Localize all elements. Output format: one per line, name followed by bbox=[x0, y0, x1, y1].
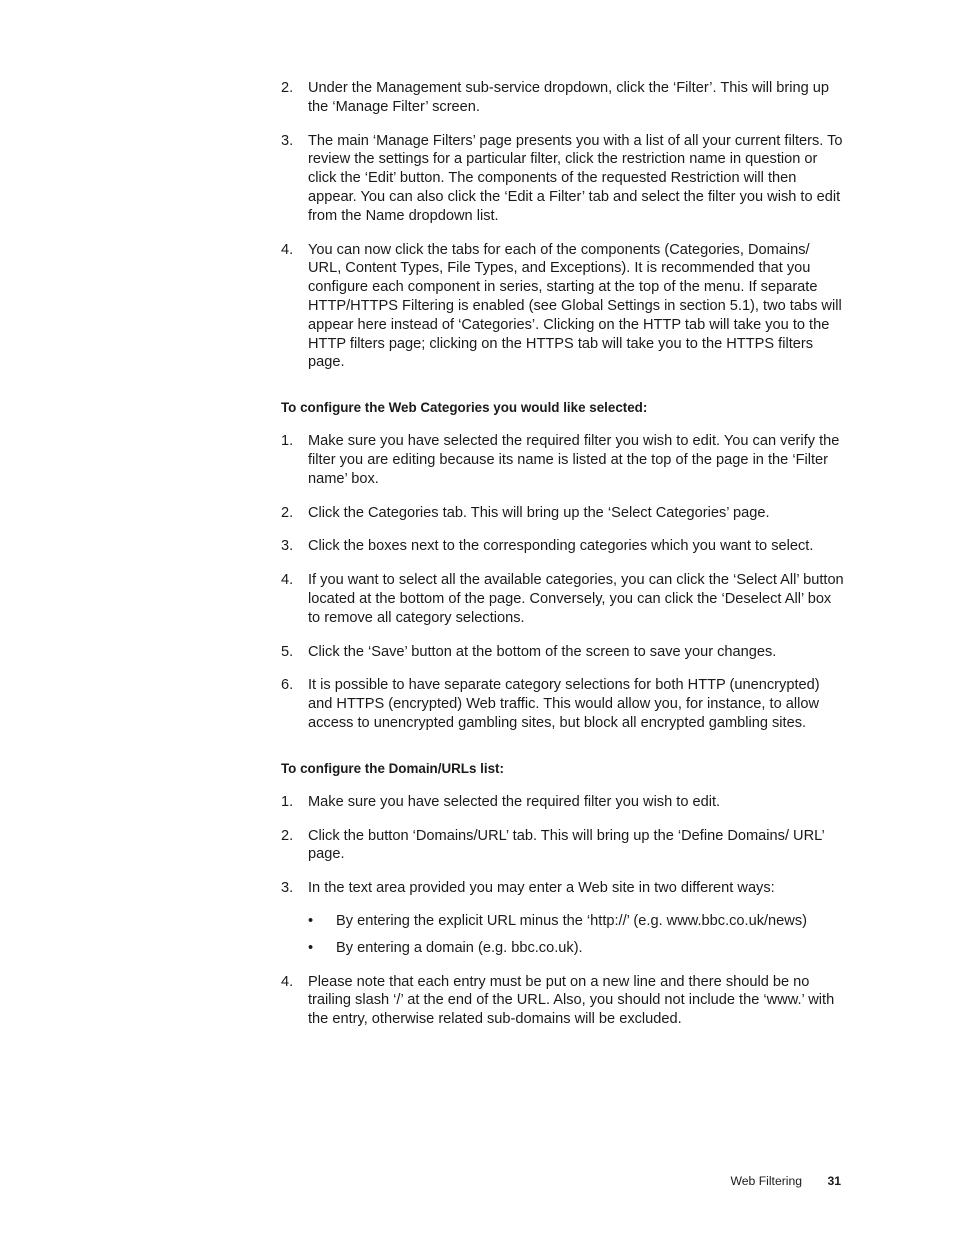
list-item bbox=[281, 827, 846, 865]
bullet-dot: • bbox=[308, 912, 314, 929]
item-text: Click the ‘Save’ button at the bottom of the screen to save your changes. bbox=[308, 643, 777, 660]
list-item bbox=[281, 537, 846, 556]
list-item bbox=[281, 241, 846, 373]
list-item bbox=[281, 79, 846, 117]
item-text: Under the Management sub-service dropdown, click the ‘Filter’. This will bring up the ‘Manage Filter’ screen. bbox=[308, 80, 830, 115]
item-number: 1. bbox=[281, 793, 294, 810]
list-item bbox=[281, 879, 846, 898]
page-content bbox=[281, 79, 846, 1029]
item-number: 3. bbox=[281, 880, 294, 897]
item-number: 2. bbox=[281, 827, 294, 844]
list-item bbox=[281, 793, 846, 812]
item-number: 4. bbox=[281, 572, 294, 589]
item-number: 2. bbox=[281, 80, 294, 96]
item-number: 1. bbox=[281, 433, 294, 450]
bullet-item bbox=[308, 912, 846, 931]
list-item bbox=[281, 973, 846, 1029]
item-number: 3. bbox=[281, 538, 294, 555]
item-number: 4. bbox=[281, 973, 294, 990]
page-footer bbox=[730, 1174, 841, 1188]
item-number: 4. bbox=[281, 241, 294, 258]
bullet-text: By entering the explicit URL minus the ‘http://’ (e.g. www.bbc.co.uk/news) bbox=[336, 912, 807, 929]
item-number: 6. bbox=[281, 677, 294, 694]
item-number: 3. bbox=[281, 132, 294, 149]
list-item bbox=[281, 432, 846, 488]
item-text: Click the boxes next to the corresponding categories which you want to select. bbox=[308, 538, 814, 555]
bullet-dot: • bbox=[308, 939, 314, 956]
item-text: Make sure you have selected the required filter you wish to edit. You can verify the filter you are editing because its name is listed at the top of the page in the ‘Filter name’ box. bbox=[308, 433, 840, 487]
list-item bbox=[281, 571, 846, 627]
item-text: Make sure you have selected the required filter you wish to edit. bbox=[308, 793, 721, 810]
item-text: You can now click the tabs for each of the components (Categories, Domains/ URL, Content Types, File Types, and Exceptions). It is recommended that you configure each component in series, starting at the top of the menu. If separate HTTP/HTTPS Filtering is enabled (see Global Settings in section 5.1), two tabs will appear here instead of ‘Categories’. Clicking on the HTTP tab will take you to the HTTP filters page; clicking on the HTTPS tab will take you to the HTTPS filters page. bbox=[308, 241, 842, 371]
item-text: Click the button ‘Domains/URL’ tab. This will bring up the ‘Define Domains/ URL’ page. bbox=[308, 827, 825, 863]
page-number: 31 bbox=[827, 1174, 841, 1188]
item-number: 5. bbox=[281, 643, 294, 660]
item-number: 2. bbox=[281, 504, 294, 521]
list-item bbox=[281, 643, 846, 662]
footer-section-title: Web Filtering bbox=[730, 1174, 803, 1188]
item-text: Click the Categories tab. This will bring up the ‘Select Categories’ page. bbox=[308, 504, 770, 521]
list-item bbox=[281, 132, 846, 226]
bullet-item bbox=[308, 939, 846, 958]
item-text: The main ‘Manage Filters’ page presents you with a list of all your current filters. To review the settings for a particular filter, click the restriction name in question or click the ‘Edit’ button. The components of the requested Restriction will then appear. You can also click the ‘Edit a Filter’ tab and select the filter you wish to edit from the Name dropdown list. bbox=[308, 132, 843, 224]
list-item bbox=[281, 676, 846, 732]
item-text: If you want to select all the available categories, you can click the ‘Select All’ button located at the bottom of the page. Conversely, you can click the ‘Deselect All’ box to remove all category selections. bbox=[308, 572, 844, 626]
item-text: Please note that each entry must be put on a new line and there should be no trailing slash ‘/’ at the end of the URL. Also, you should not include the ‘www.’ with the entry, otherwise related sub-domains will be excluded. bbox=[308, 973, 835, 1028]
section-heading-domains: To configure the Domain/URLs list: bbox=[281, 760, 504, 776]
item-text: In the text area provided you may enter a Web site in two different ways: bbox=[308, 880, 775, 897]
bullet-text: By entering a domain (e.g. bbc.co.uk). bbox=[336, 939, 583, 956]
list-item bbox=[281, 504, 846, 523]
item-text: It is possible to have separate category selections for both HTTP (unencrypted) and HTTPS (encrypted) Web traffic. This would allow you, for instance, to allow access to unencrypted gambling sites, but block all encrypted gambling sites. bbox=[308, 677, 820, 731]
section-heading-categories: To configure the Web Categories you would like selected: bbox=[281, 400, 648, 416]
